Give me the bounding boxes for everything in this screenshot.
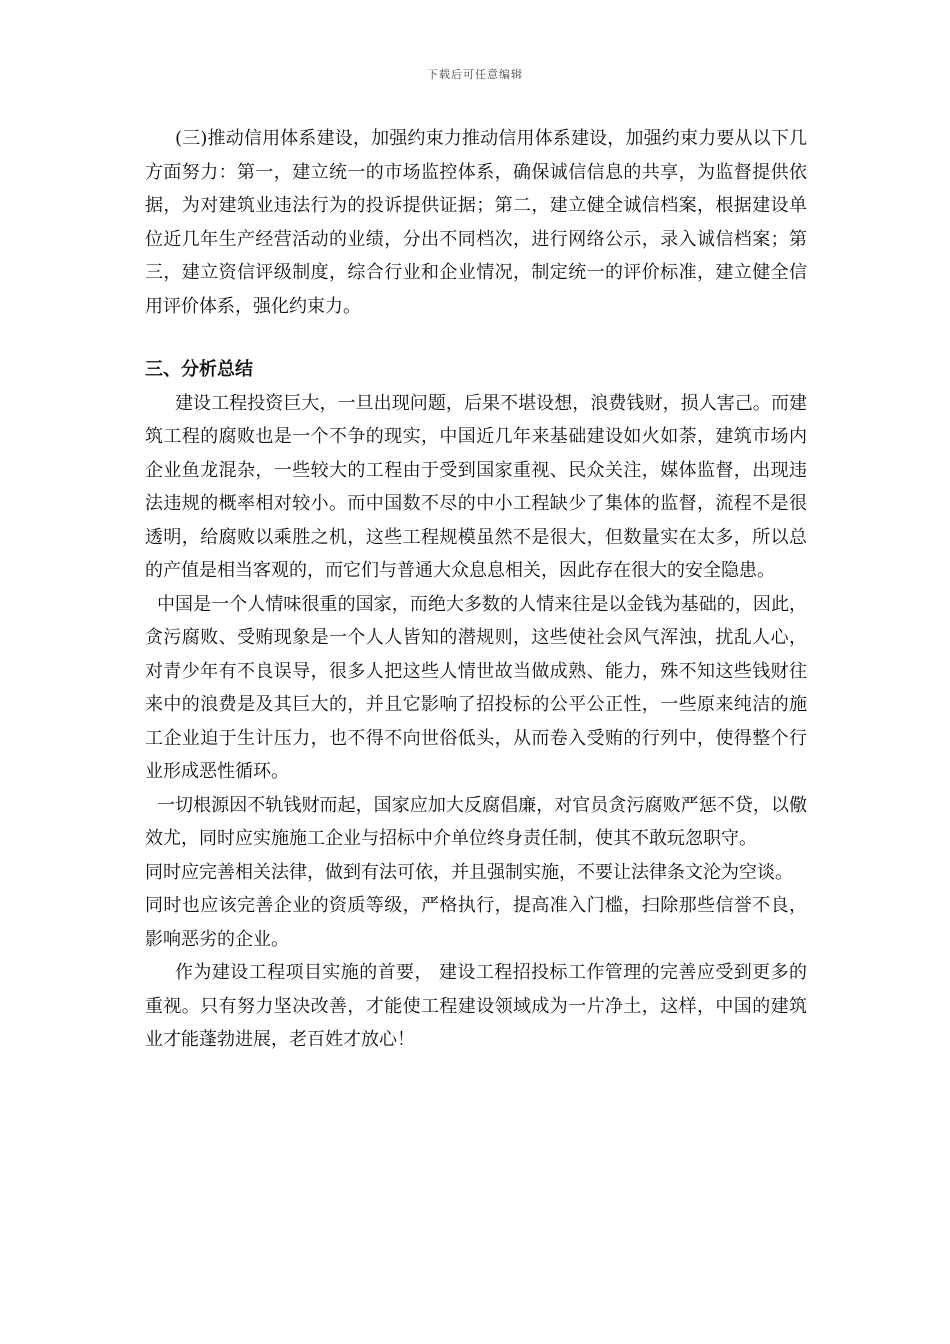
paragraph-investment-risk: 建设工程投资巨大，一旦出现问题，后果不堪设想，浪费钱财，损人害己。而建筑工程的腐败也是一个不争的现实，中国近几年来基础建设如火如荼，建筑市场内企业鱼龙混杂，一些较大的工程由于受到国家重视、民众关注，媒体监督，出现违法违规的概率相对较小。而中国数不尽的中小工程缺少了集体的监督，流程不是很透明，给腐败以乘胜之机，这些工程规模虽然不是很大，但数量实在太多，所以总的产值是相当客观的，而它们与普通大众息息相关，因此存在很大的安全隐患。: [145, 392, 807, 581]
header-note: 下载后可任意编辑: [427, 68, 523, 81]
paragraph-laws: 同时应完善相关法律，做到有法可依，并且强制实施，不要让法律条文沦为空谈。: [145, 861, 793, 883]
paragraph-credit-system: (三)推动信用体系建设，加强约束力推动信用体系建设，加强约束力要从以下几方面努力：第一，建立统一的市场监控体系，确保诚信信息的共享，为监督提供依据，为对建筑业违法行为的投诉提供证据；第二，建立健全诚信档案，根据建设单位近几年生产经营活动的业绩，分出不同档次，进行网络公示，录入诚信档案；第三，建立资信评级制度，综合行业和企业情况，制定统一的评价标准，建立健全信用评价体系，强化约束力。: [145, 128, 807, 317]
section-heading-summary: 三、分析总结: [145, 359, 253, 380]
paragraph-conclusion: 作为建设工程项目实施的首要， 建设工程招投标工作管理的完善应受到更多的重视。只有努力坚决改善，才能使工程建设领域成为一片净土，这样，中国的建筑业才能蓬勃进展，老百姓才放心！: [145, 962, 807, 1050]
paragraph-anti-corruption: 一切根源因不轨钱财而起，国家应加大反腐倡廉，对官员贪污腐败严惩不贷，以儆效尤，同时应实施施工企业与招标中介单位终身责任制，使其不敢玩忽职守。: [145, 794, 807, 849]
paragraph-social-relations: 中国是一个人情味很重的国家，而绝大多数的人情来往是以金钱为基础的，因此，贪污腐败、受贿现象是一个人人皆知的潜规则，这些使社会风气浑浊，扰乱人心，对青少年有不良误导，很多人把这些人情世故当做成熟、能力，殊不知这些钱财往来中的浪费是及其巨大的，并且它影响了招投标的公平公正性，一些原来纯洁的施工企业迫于生计压力，也不得不向世俗低头，从而卷入受贿的行列中，使得整个行业形成恶性循环。: [145, 593, 807, 782]
document-body: [145, 122, 807, 1057]
paragraph-qualification: 同时也应该完善企业的资质等级，严格执行，提高准入门槛，扫除那些信誉不良，影响恶劣的企业。: [145, 895, 807, 950]
